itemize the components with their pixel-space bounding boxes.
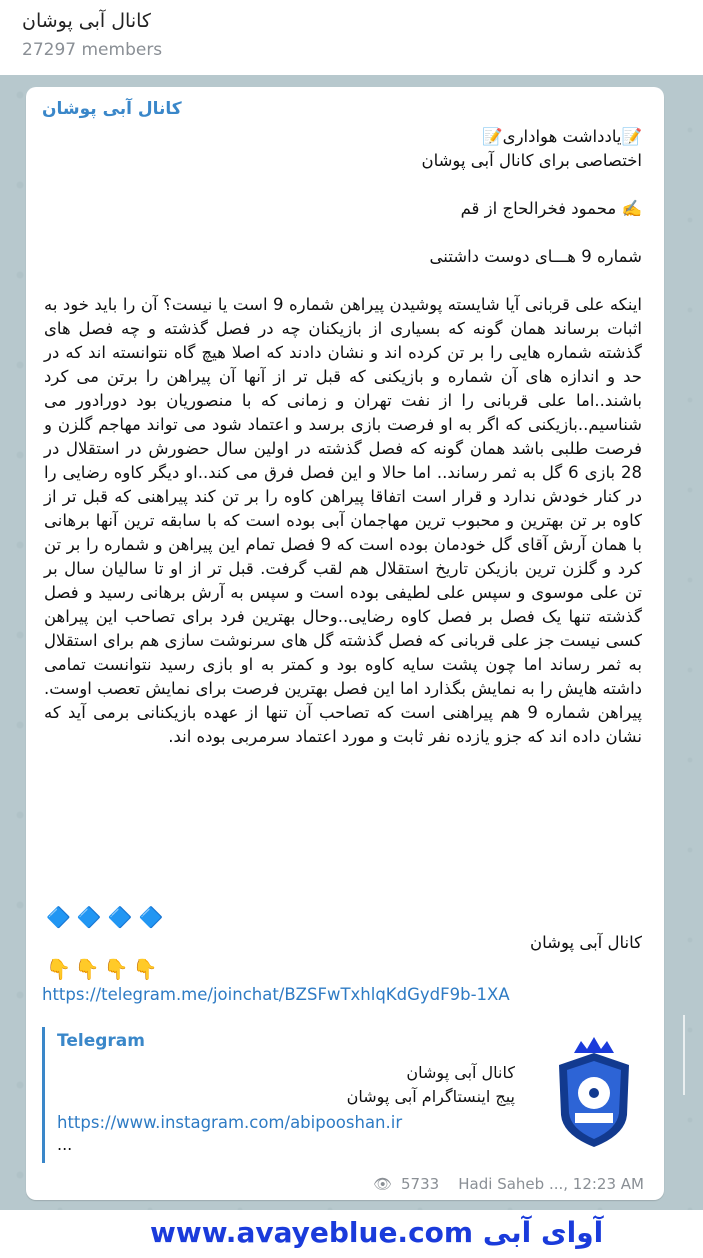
preview-link[interactable]: https://www.instagram.com/abipooshan.ir <box>57 1113 403 1132</box>
site-banner <box>0 1210 703 1258</box>
forwarded-channel-name[interactable]: کانال آبی پوشان <box>42 99 182 119</box>
message-line: شماره 9 هـــای دوست داشتنی <box>429 247 642 266</box>
member-count: 27297 members <box>22 40 163 60</box>
message-line: اختصاصی برای کانال آبی پوشان <box>421 151 642 170</box>
message-meta <box>373 1175 644 1193</box>
message-bubble <box>26 87 664 1200</box>
chat-header[interactable] <box>0 0 703 75</box>
message-line: ✍️ محمود فخرالحاج از قم <box>460 199 642 218</box>
author-time: Hadi Saheb ..., 12:23 AM <box>458 1175 644 1193</box>
preview-title: کانال آبی پوشان <box>406 1063 515 1082</box>
preview-site-name: Telegram <box>57 1031 145 1051</box>
diamond-emojis: 🔷🔷🔷🔷 <box>46 905 170 929</box>
banner-text: www.avayeblue.com آوای آبی <box>150 1216 604 1249</box>
scrollbar[interactable] <box>683 1015 685 1095</box>
message-text <box>44 125 642 749</box>
channel-logo-icon <box>549 1035 639 1155</box>
link-preview[interactable] <box>42 1027 645 1163</box>
eye-icon: 👁 <box>373 1175 393 1193</box>
preview-more: ... <box>57 1135 73 1154</box>
message-paragraph: اینکه علی قربانی آیا شایسته پوشیدن پیراهن شماره 9 است یا نیست؟ آن را باید خود به اثبات برساند همان گونه که بسیاری از بازیکنان چه در فصل گذشته و چه فصل های گذشته شماره هایی را بر تن کرده اند و نشان دادند که اصلا هیچ گاه نتوانسته اند که در حد و اندازه های آن شماره و بازیکنی که قبل تر از آنها آن پیراهن را برتن می کرد باشند..اما علی قربانی را از نفت تهران و زمانی که با منصوریان بود دورادور می شناسیم..بازیکنی که اگر به او فرصت بازی برسد و اعتماد شود می تواند مهاجم گلزن و فرصت طلبی باشد همان گونه که فصل گذشته در اولین سال حضورش در استقلال در 28 بازی 6 گل به ثمر رساند.. اما حالا و این فصل فرق می کند..او دیگر کاوه رضایی را در کنار خودش ندارد و قرار است اتفاقا پیراهن کاوه را بر تن کند پیراهنی که قبل تر از کاوه بر تن بهترین و محبوب ترین مهاجمان آبی بوده است که با سابقه ترین آنها برهانی با همان آرش آقای گل خودمان بوده است که 9 فصل تمام این پیراهن و شماره را بر تن کرد و گلزن ترین بازیکن تاریخ استقلال هم لقب گرفت. قبل تر از او تا سالیان سال بر تن علی موسوی و سپس علی لطیفی بوده است و سپس به آرش برهانی رسید و فصل گذشته تنها یک فصل بر فصل کاوه رضایی..وحال بهترین فرد برای تصاحب این پیراهن کسی نیست جز علی قربانی که فصل گذشته گل های سرنوشت سازی هم برای استقلال به ثمر رساند اما چون پشت سایه کاوه بود و کمتر به او بازی رسید نتوانست تمامی داشته هایش را به نمایش بگذارد اما این فصل بهترین فرصت برای نمایش تعصب اوست. پیراهن شماره 9 هم پیراهنی است که تصاحب آن تنها از عهده بازیکنانی برمی آید که نشان داده اند که جزو یازده نفر ثابت و مورد اعتماد سرمربی بوده اند. <box>44 295 643 746</box>
pointing-down-emojis: 👇👇👇👇 <box>46 957 162 981</box>
message-line: 📝یادداشت هواداری📝 <box>482 127 642 146</box>
view-count: 5733 <box>401 1175 440 1193</box>
preview-description: پیج اینستاگرام آبی پوشان <box>346 1087 515 1106</box>
signature: کانال آبی پوشان <box>530 933 642 952</box>
channel-title[interactable]: کانال آبی پوشان <box>22 10 151 32</box>
join-link[interactable]: https://telegram.me/joinchat/BZSFwTxhlqKdGydF9b-1XA <box>42 985 510 1004</box>
